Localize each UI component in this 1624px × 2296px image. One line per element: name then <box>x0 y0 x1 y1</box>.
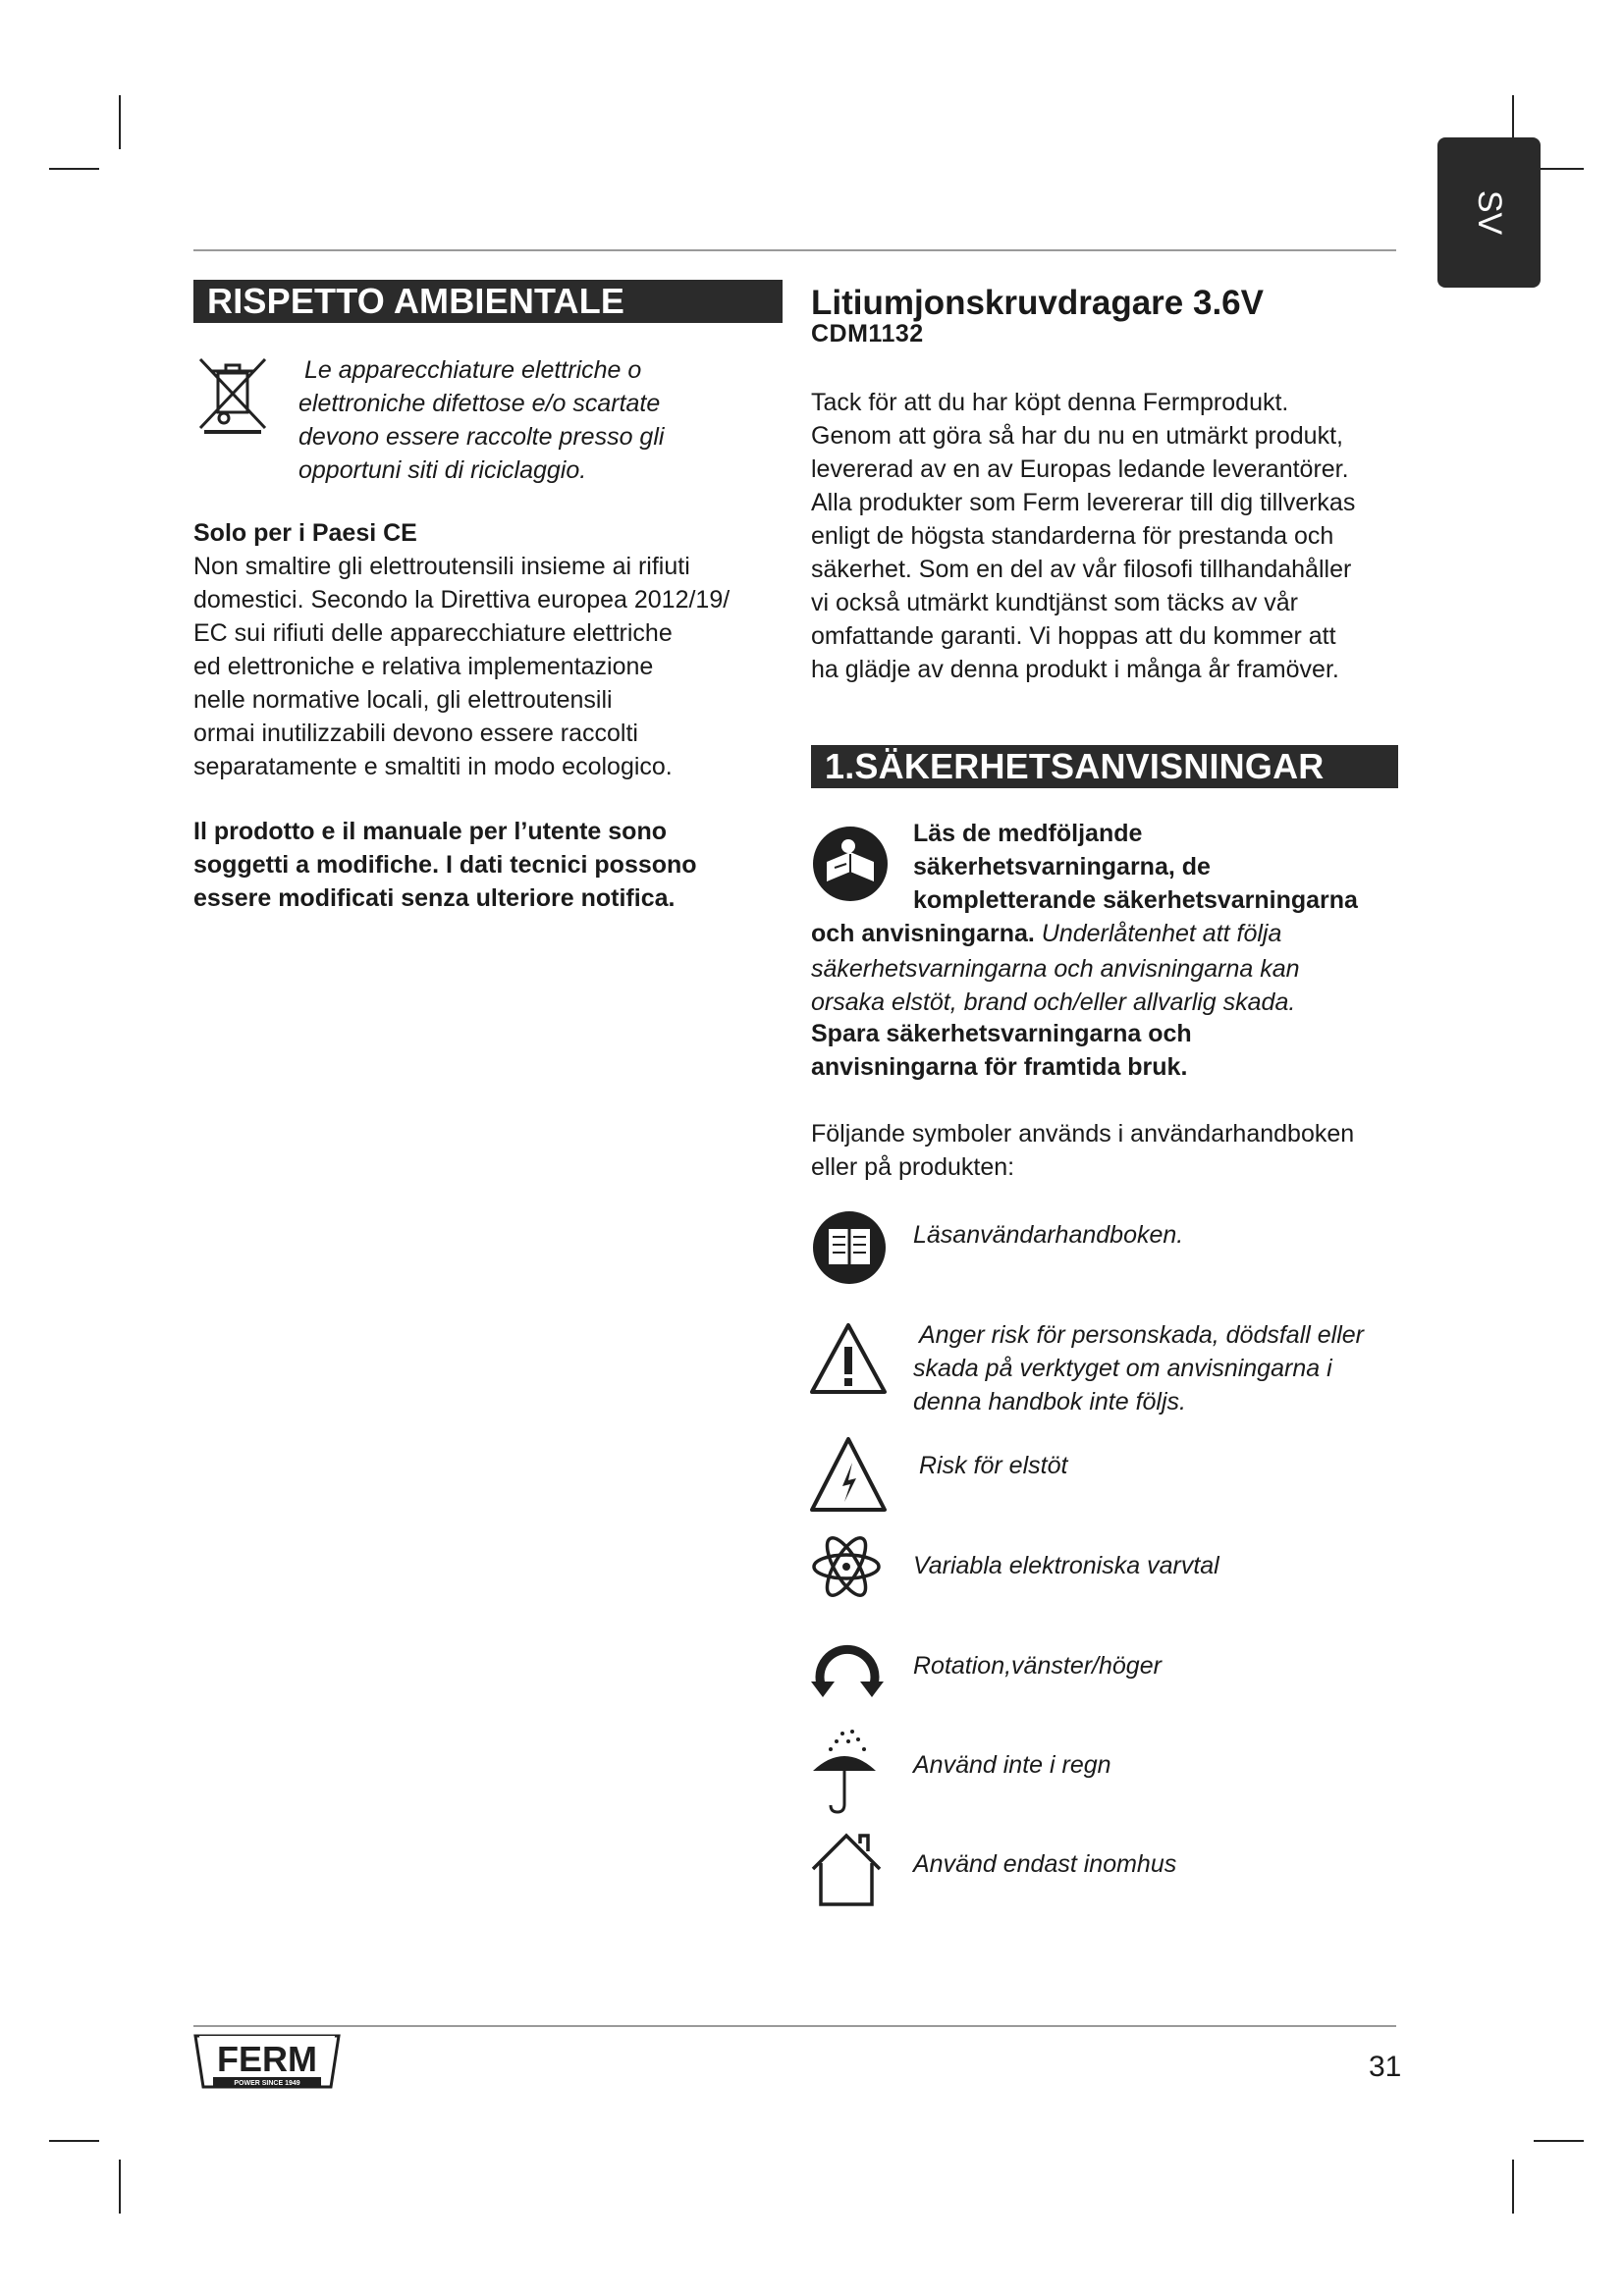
warn-bold-4: och anvisningarna. <box>811 920 1035 947</box>
safety-banner: 1.SÄKERHETSANVISNINGAR <box>811 745 1398 788</box>
left-body <box>193 550 730 783</box>
left-notice <box>193 815 697 915</box>
symbol-text-rotation: Rotation,vänster/höger <box>913 1652 1162 1680</box>
intro-line: Genom att göra så har du nu en utmärkt produkt, <box>811 422 1343 450</box>
intro-line: säkerhet. Som en del av vår filosofi tillhandahåller <box>811 556 1352 583</box>
symbol-text-indoor-use: Använd endast inomhus <box>913 1850 1177 1878</box>
symbols-intro-line: Följande symboler används i användarhandboken <box>811 1120 1355 1148</box>
left-body-line: separatamente e smaltiti in modo ecologico. <box>193 753 673 780</box>
ferm-logo-tagline: POWER SINCE 1949 <box>234 2080 300 2087</box>
read-instructions-icon <box>811 825 890 903</box>
intro-line: vi också utmärkt kundtjänst som täcks av vår <box>811 589 1299 616</box>
intro-line: enligt de högsta standarderna för prestanda och <box>811 522 1334 550</box>
language-tab-label: SV <box>1471 189 1508 236</box>
page-number: 31 <box>1369 2051 1402 2083</box>
weee-line: elettroniche difettose e/o scartate <box>298 390 661 417</box>
left-body-line: Non smaltire gli elettroutensili insieme ai rifiuti <box>193 553 690 580</box>
left-section-banner: RISPETTO AMBIENTALE <box>193 280 783 323</box>
symbols-intro <box>811 1117 1354 1184</box>
left-body-line: ed elettroniche e relativa implementazione <box>193 653 654 680</box>
symbol-text-warning <box>913 1318 1364 1418</box>
electric-shock-icon <box>809 1435 888 1514</box>
indoor-use-icon <box>809 1830 884 1908</box>
no-rain-icon <box>809 1728 880 1816</box>
intro-line: Alla produkter som Ferm levererar till dig tillverkas <box>811 489 1356 516</box>
left-notice-line: essere modificati senza ulteriore notifica. <box>193 884 676 912</box>
header-rule <box>193 249 1396 251</box>
left-subheading: Solo per i Paesi CE <box>193 519 417 547</box>
intro-line: ha glädje av denna produkt i många år framöver. <box>811 656 1339 683</box>
warning-triangle-icon <box>809 1321 888 1396</box>
crop-mark <box>49 2140 99 2142</box>
symbols-intro-line: eller på produkten: <box>811 1153 1015 1181</box>
crop-mark <box>119 2160 121 2214</box>
weee-text <box>298 353 664 487</box>
language-tab <box>1437 137 1541 288</box>
warn-italic-2: säkerhetsvarningarna och anvisningarna kan <box>811 955 1300 983</box>
crop-mark <box>1512 2160 1514 2214</box>
weee-line: Le apparecchiature elettriche o <box>304 356 642 384</box>
warn-bold-3: kompletterande säkerhetsvarningarna <box>913 886 1358 914</box>
warn-bold-5: Spara säkerhetsvarningarna och <box>811 1020 1192 1047</box>
model-number: CDM1132 <box>811 320 924 347</box>
crop-mark <box>49 168 99 170</box>
warn-italic-3: orsaka elstöt, brand och/eller allvarlig skada. <box>811 988 1296 1016</box>
left-body-line: domestici. Secondo la Direttiva europea 2012/19/ <box>193 586 731 614</box>
read-manual-icon <box>811 1209 888 1286</box>
intro-line: omfattande garanti. Vi hoppas att du kommer att <box>811 622 1336 650</box>
weee-bin-icon <box>196 355 270 434</box>
variable-speed-icon <box>811 1531 882 1602</box>
left-notice-line: soggetti a modifiche. I dati tecnici possono <box>193 851 697 879</box>
intro-line: levererad av en av Europas ledande leverantörer. <box>811 455 1349 483</box>
weee-line: devono essere raccolte presso gli <box>298 423 665 451</box>
intro-text <box>811 386 1355 686</box>
warn-bold-1: Läs de medföljande <box>913 820 1143 847</box>
symbol-text-read-manual: Läsanvändarhandboken. <box>913 1221 1184 1249</box>
intro-line: Tack för att du har köpt denna Fermprodukt. <box>811 389 1289 416</box>
ferm-logo-text: FERM <box>217 2039 317 2079</box>
left-body-line: ormai inutilizzabili devono essere raccolti <box>193 720 638 747</box>
symbol-text-variable-speed: Variabla elektroniska varvtal <box>913 1552 1219 1579</box>
rotation-icon <box>809 1625 886 1701</box>
ferm-logo <box>193 2032 341 2095</box>
left-body-line: nelle normative locali, gli elettroutensili <box>193 686 613 714</box>
left-notice-line: Il prodotto e il manuale per l’utente sono <box>193 818 667 845</box>
warn-mixed-line <box>811 917 1281 950</box>
warn-bold-6: anvisningarna för framtida bruk. <box>811 1053 1188 1081</box>
product-title: Litiumjonskruvdragare 3.6V <box>811 284 1264 322</box>
footer-rule <box>193 2025 1396 2027</box>
symbol-text-line: skada på verktyget om anvisningarna i <box>913 1355 1332 1382</box>
warn-bold-2: säkerhetsvarningarna, de <box>913 853 1211 881</box>
symbol-text-electric-shock: Risk för elstöt <box>919 1452 1068 1479</box>
crop-mark <box>1534 2140 1584 2142</box>
weee-line: opportuni siti di riciclaggio. <box>298 456 587 484</box>
warn-italic-1: Underlåtenhet att följa <box>1034 920 1282 947</box>
symbol-text-line: denna handbok inte följs. <box>913 1388 1186 1415</box>
symbol-text-line: Anger risk för personskada, dödsfall eller <box>919 1321 1365 1349</box>
left-body-line: EC sui rifiuti delle apparecchiature elettriche <box>193 619 673 647</box>
crop-mark <box>119 95 121 149</box>
symbol-text-no-rain: Använd inte i regn <box>913 1751 1111 1779</box>
